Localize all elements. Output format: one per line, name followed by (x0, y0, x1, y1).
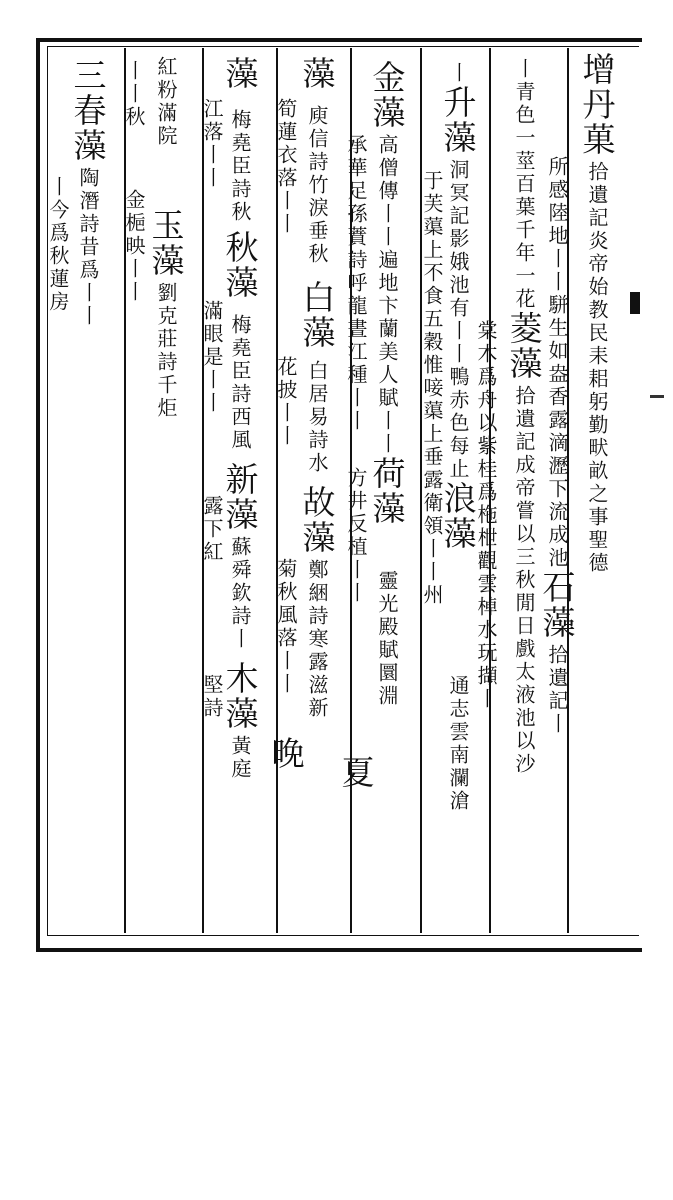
entry-heading: 木藻 (220, 661, 260, 731)
margin-mark (650, 395, 664, 398)
entry-text: 梅堯臣詩秋 (228, 109, 252, 224)
column-text (42, 176, 74, 314)
entry-text: 黃庭 (228, 735, 252, 781)
entry-heading: 菱藻 (504, 311, 544, 381)
column-text (416, 170, 448, 607)
fold-edge-mark (630, 292, 640, 314)
text-column (118, 60, 150, 940)
entry-text: 丨青色一莖百葉千年一花 (512, 58, 536, 311)
text-column (42, 176, 74, 1056)
entry-heading: 三春藻 (68, 58, 108, 163)
entry-heading: 藻 (220, 56, 260, 91)
column-text (537, 156, 577, 736)
column-text (196, 98, 228, 720)
entry-text: 丨 (446, 62, 470, 85)
text-column (336, 134, 376, 1014)
entry-heading: 浪藻 (438, 481, 478, 551)
text-column (196, 98, 228, 978)
text-column (297, 56, 337, 936)
entry-text: 蘇舜欽詩丨 (228, 536, 252, 651)
column-text (146, 56, 186, 420)
text-column (537, 156, 577, 1036)
text-column (416, 170, 448, 1050)
column-text (266, 98, 306, 775)
entry-text: 滿眼是丨丨 (200, 300, 224, 415)
column-text (118, 60, 150, 304)
entry-text: 江落丨丨 (200, 98, 224, 190)
text-column (220, 56, 260, 936)
entry-text: 筍蓮衣落丨丨 (274, 98, 298, 236)
text-column (266, 98, 306, 978)
column-text (297, 56, 337, 720)
entry-text: 紅粉滿院 (154, 56, 178, 148)
entry-text: 棠木爲舟以紫桂爲柂枻觀雲棹水玩擷丨 (474, 320, 498, 711)
column-text (336, 134, 376, 794)
text-column (504, 58, 544, 938)
entry-heading: 晚 (266, 736, 306, 771)
text-column (146, 56, 186, 936)
entry-text: 鄭綑詩寒露滋新 (305, 559, 329, 720)
entry-heading: 故藻 (297, 485, 337, 555)
entry-text: 丨丨秋 (122, 60, 146, 129)
text-column (367, 60, 407, 940)
entry-text: 通志雲南瀾滄 (446, 675, 470, 813)
entry-text: 于芙蕖上不食五穀惟唼蕖上垂露 (420, 170, 444, 492)
entry-text: 承華足孫蕡詩呼龍晝江種丨丨 (344, 134, 368, 433)
entry-text: 菊秋風落丨丨 (274, 558, 298, 696)
column-text (504, 58, 544, 776)
entry-text: 靈光殿賦圜淵 (375, 570, 399, 708)
entry-text: 陶潛詩昔爲丨丨 (76, 167, 100, 328)
entry-text: 拾遺記丨 (545, 644, 569, 736)
entry-text: 丨今爲秋蓮房 (46, 176, 70, 314)
entry-text: 方井反植丨丨 (344, 467, 368, 605)
column-text (68, 58, 108, 328)
entry-text: 洞冥記影娥池有丨丨鴨赤色每止 (446, 159, 470, 481)
entry-text: 堅詩 (200, 674, 224, 720)
entry-text: 花披丨丨 (274, 356, 298, 448)
entry-heading: 新藻 (220, 462, 260, 532)
entry-text: 梅堯臣詩西風 (228, 314, 252, 452)
column-text (220, 56, 260, 781)
entry-text: 金梔映丨丨 (122, 189, 146, 304)
entry-heading: 增丹菓 (577, 52, 617, 157)
entry-text: 露下紅 (200, 495, 224, 564)
column-text (367, 60, 407, 708)
entry-text: 拾遺記成帝嘗以三秋閒日戲太液池以沙 (512, 385, 536, 776)
entry-heading: 金藻 (367, 60, 407, 130)
entry-heading: 白藻 (297, 280, 337, 350)
entry-text: 庾信詩竹淚垂秋 (305, 105, 329, 266)
entry-text: 拾遺記炎帝始教民耒耜躬勤畎畝之事聖德 (585, 161, 609, 575)
entry-heading: 玉藻 (146, 208, 186, 278)
entry-heading: 荷藻 (367, 456, 407, 526)
entry-heading: 藻 (297, 56, 337, 91)
text-column (68, 58, 108, 938)
entry-text: 劉克莊詩千炬 (154, 282, 178, 420)
text-column (470, 320, 502, 1200)
entry-heading: 夏 (336, 755, 376, 790)
column-text (577, 52, 617, 575)
entry-text: 衛領丨丨州 (420, 492, 444, 607)
entry-heading: 秋藻 (220, 230, 260, 300)
text-column (577, 52, 617, 932)
entry-heading: 升藻 (438, 85, 478, 155)
entry-text: 白居易詩水 (305, 360, 329, 475)
entry-text: 高僧傳丨丨遍地卞蘭美人賦丨丨 (375, 134, 399, 456)
entry-heading: 石藻 (537, 570, 577, 640)
entry-text: 所感陸地丨丨駢生如盎香露滴瀝下流成池 (545, 156, 569, 570)
